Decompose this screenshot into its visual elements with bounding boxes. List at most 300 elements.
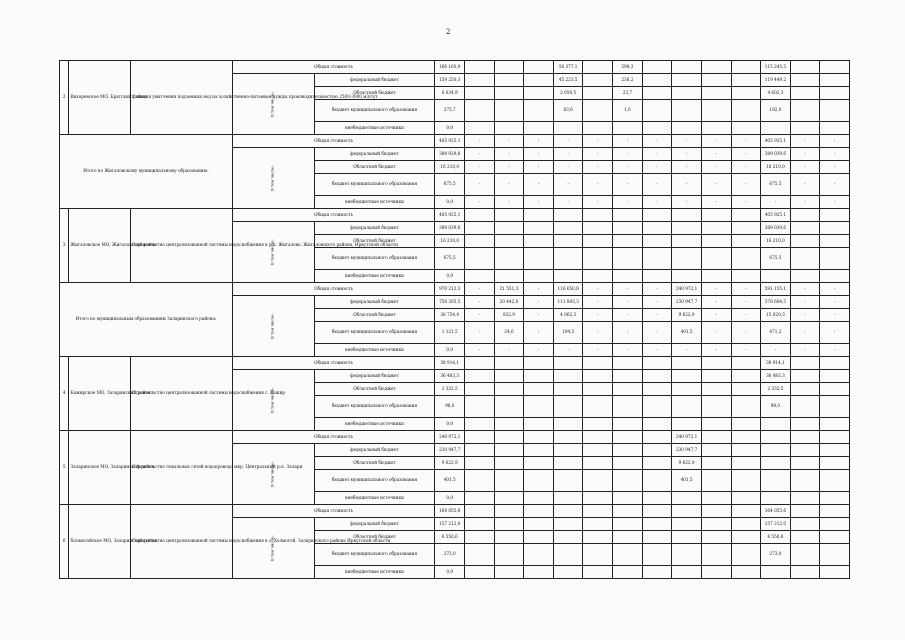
value-cell: -: [790, 296, 820, 309]
value-cell: 50 377,1: [553, 61, 583, 74]
value-cell: [820, 457, 850, 470]
value-cell: [790, 505, 820, 518]
value-cell: [642, 457, 672, 470]
value-cell: -: [613, 344, 643, 357]
value-cell: [701, 87, 731, 100]
value-cell: [524, 492, 554, 505]
value-cell: [465, 357, 495, 370]
value-cell: [553, 222, 583, 235]
value-cell: [553, 566, 583, 579]
value-cell: [820, 74, 850, 87]
value-cell: [672, 248, 702, 270]
value-cell: 758 305,5: [435, 296, 465, 309]
value-cell: [465, 492, 495, 505]
value-cell: [701, 544, 731, 566]
value-cell: [672, 396, 702, 418]
value-cell: [613, 418, 643, 431]
funding-source-label: бюджет муниципального образования: [314, 322, 435, 344]
value-cell: 401,5: [435, 470, 465, 492]
value-cell: [524, 248, 554, 270]
value-cell: 9 622,9: [672, 309, 702, 322]
value-cell: -: [613, 283, 643, 296]
value-cell: [583, 87, 613, 100]
value-cell: [613, 209, 643, 222]
value-cell: [642, 383, 672, 396]
value-cell: -: [465, 283, 495, 296]
value-cell: [553, 492, 583, 505]
value-cell: 23,7: [613, 87, 643, 100]
funding-source-label: Областной бюджет: [314, 383, 435, 396]
value-cell: -: [731, 174, 761, 196]
value-cell: -: [583, 148, 613, 161]
value-cell: [701, 370, 731, 383]
value-cell: -: [790, 148, 820, 161]
funding-source-label: федеральный бюджет: [314, 74, 435, 87]
funding-source-label: федеральный бюджет: [314, 444, 435, 457]
funding-source-label: федеральный бюджет: [314, 518, 435, 531]
value-cell: 9 622,9: [435, 457, 465, 470]
value-cell: 230 947,7: [435, 444, 465, 457]
value-cell: [731, 492, 761, 505]
value-cell: [465, 235, 495, 248]
value-cell: -: [761, 196, 791, 209]
value-cell: [524, 418, 554, 431]
value-cell: [761, 444, 791, 457]
value-cell: 0,0: [435, 566, 465, 579]
value-cell: -: [583, 174, 613, 196]
value-cell: -: [672, 148, 702, 161]
value-cell: 157 212,0: [761, 518, 791, 531]
value-cell: [820, 566, 850, 579]
in-that-number-text: В том числе:: [270, 164, 276, 191]
value-cell: [613, 505, 643, 518]
value-cell: 2 332,5: [435, 383, 465, 396]
value-cell: [642, 222, 672, 235]
value-cell: [553, 235, 583, 248]
value-cell: [583, 370, 613, 383]
value-cell: 832,9: [494, 309, 524, 322]
value-cell: -: [494, 135, 524, 148]
funding-source-label: бюджет муниципального образования: [314, 396, 435, 418]
value-cell: [761, 418, 791, 431]
value-cell: [583, 396, 613, 418]
in-that-number-label: [232, 222, 314, 283]
value-cell: -: [524, 309, 554, 322]
value-cell: [494, 470, 524, 492]
value-cell: [701, 444, 731, 457]
value-cell: -: [465, 174, 495, 196]
value-cell: [524, 122, 554, 135]
value-cell: [820, 470, 850, 492]
value-cell: 20 442,0: [494, 296, 524, 309]
value-cell: [790, 383, 820, 396]
value-cell: [583, 74, 613, 87]
value-cell: [731, 470, 761, 492]
value-cell: [494, 222, 524, 235]
value-cell: [465, 431, 495, 444]
value-cell: [790, 566, 820, 579]
value-cell: [672, 74, 702, 87]
value-cell: [524, 357, 554, 370]
value-cell: [642, 505, 672, 518]
value-cell: [642, 518, 672, 531]
value-cell: -: [790, 322, 820, 344]
in-that-number-text: В том числе:: [270, 534, 276, 561]
in-that-number-label: [232, 444, 314, 505]
value-cell: -: [642, 135, 672, 148]
value-cell: [465, 122, 495, 135]
value-cell: [524, 222, 554, 235]
value-cell: 6 550,6: [761, 531, 791, 544]
value-cell: [790, 235, 820, 248]
value-cell: -: [642, 322, 672, 344]
in-that-number-label: [232, 148, 314, 209]
value-cell: [672, 370, 702, 383]
value-cell: [553, 383, 583, 396]
value-cell: 111 843,3: [553, 296, 583, 309]
row-number: 4: [60, 357, 69, 431]
value-cell: [494, 357, 524, 370]
value-cell: [701, 566, 731, 579]
table-row: [60, 61, 850, 74]
value-cell: -: [820, 309, 850, 322]
value-cell: [583, 566, 613, 579]
value-cell: [613, 531, 643, 544]
value-cell: [642, 357, 672, 370]
value-cell: [494, 418, 524, 431]
value-cell: [553, 531, 583, 544]
value-cell: [731, 531, 761, 544]
table-row: [60, 431, 850, 444]
value-cell: 240 972,1: [672, 431, 702, 444]
value-cell: [583, 235, 613, 248]
value-cell: [553, 122, 583, 135]
value-cell: [613, 492, 643, 505]
value-cell: [583, 222, 613, 235]
value-cell: [701, 222, 731, 235]
funding-source-label: бюджет муниципального образования: [314, 100, 435, 122]
value-cell: [465, 370, 495, 383]
value-cell: -: [613, 322, 643, 344]
value-cell: 192,0: [761, 100, 791, 122]
value-cell: 1 121,5: [435, 322, 465, 344]
value-cell: -: [642, 344, 672, 357]
value-cell: [494, 235, 524, 248]
value-cell: -: [524, 148, 554, 161]
value-cell: [790, 100, 820, 122]
in-that-number-text: В том числе:: [270, 460, 276, 487]
value-cell: [790, 370, 820, 383]
value-cell: 378 604,5: [761, 296, 791, 309]
value-cell: [672, 235, 702, 248]
value-cell: 4 062,3: [553, 309, 583, 322]
row-number: 6: [60, 505, 69, 579]
value-cell: [494, 544, 524, 566]
value-cell: -: [613, 135, 643, 148]
value-cell: [524, 566, 554, 579]
value-cell: -: [790, 283, 820, 296]
value-cell: [790, 87, 820, 100]
value-cell: [613, 357, 643, 370]
value-cell: -: [494, 161, 524, 174]
row-number: 2: [60, 61, 69, 135]
value-cell: [790, 74, 820, 87]
value-cell: [820, 383, 850, 396]
value-cell: [583, 457, 613, 470]
value-cell: [524, 396, 554, 418]
value-cell: -: [642, 161, 672, 174]
funding-source-label: бюджет муниципального образования: [314, 248, 435, 270]
value-cell: 0,0: [435, 196, 465, 209]
value-cell: [731, 270, 761, 283]
value-cell: [790, 396, 820, 418]
value-cell: [465, 566, 495, 579]
value-cell: [672, 222, 702, 235]
value-cell: [553, 505, 583, 518]
value-cell: -: [731, 148, 761, 161]
value-cell: 2 332,5: [761, 383, 791, 396]
value-cell: -: [613, 148, 643, 161]
value-cell: -: [583, 161, 613, 174]
value-cell: [820, 444, 850, 457]
total-cost-label: Общая стоимость: [232, 209, 435, 222]
value-cell: [701, 357, 731, 370]
value-cell: -: [553, 135, 583, 148]
table-row: [60, 209, 850, 222]
value-cell: [790, 444, 820, 457]
value-cell: [465, 505, 495, 518]
value-cell: 273,0: [435, 544, 465, 566]
value-cell: [820, 518, 850, 531]
value-cell: 9 622,9: [672, 457, 702, 470]
value-cell: [672, 100, 702, 122]
value-cell: 0,0: [435, 344, 465, 357]
value-cell: -: [701, 322, 731, 344]
value-cell: -: [465, 309, 495, 322]
value-cell: [672, 383, 702, 396]
value-cell: [761, 270, 791, 283]
value-cell: [820, 209, 850, 222]
funding-source-label: федеральный бюджет: [314, 296, 435, 309]
value-cell: [494, 248, 524, 270]
value-cell: 970 212,3: [435, 283, 465, 296]
value-cell: [494, 531, 524, 544]
value-cell: [731, 518, 761, 531]
value-cell: [642, 418, 672, 431]
value-cell: [642, 74, 672, 87]
value-cell: [494, 444, 524, 457]
value-cell: [820, 222, 850, 235]
value-cell: [553, 518, 583, 531]
value-cell: [701, 457, 731, 470]
value-cell: [494, 100, 524, 122]
funding-source-label: федеральный бюджет: [314, 148, 435, 161]
value-cell: [613, 444, 643, 457]
municipality-name: Бажирское МО, Заларинский район: [69, 357, 131, 431]
value-cell: [701, 418, 731, 431]
value-cell: [701, 61, 731, 74]
value-cell: 36 483,3: [435, 370, 465, 383]
value-cell: [672, 531, 702, 544]
value-cell: -: [494, 196, 524, 209]
value-cell: [820, 418, 850, 431]
value-cell: [672, 61, 702, 74]
value-cell: [701, 505, 731, 518]
value-cell: [583, 100, 613, 122]
value-cell: [524, 209, 554, 222]
value-cell: -: [672, 196, 702, 209]
value-cell: -: [701, 296, 731, 309]
funding-source-label: внебюджетные источники: [314, 566, 435, 579]
value-cell: [731, 383, 761, 396]
total-cost-label: Общая стоимость: [232, 431, 435, 444]
value-cell: [583, 122, 613, 135]
value-cell: [642, 248, 672, 270]
value-cell: [820, 87, 850, 100]
in-that-number-label: [232, 370, 314, 431]
municipality-name: Холмогойское МО, Заларинский район: [69, 505, 131, 579]
value-cell: 0,0: [435, 418, 465, 431]
funding-source-label: федеральный бюджет: [314, 222, 435, 235]
value-cell: [701, 531, 731, 544]
value-cell: [583, 383, 613, 396]
value-cell: [524, 444, 554, 457]
value-cell: 38 914,1: [761, 357, 791, 370]
value-cell: [701, 270, 731, 283]
financing-table: [59, 60, 850, 579]
value-cell: -: [583, 196, 613, 209]
value-cell: 0,0: [435, 492, 465, 505]
value-cell: [642, 492, 672, 505]
value-cell: 24,6: [494, 322, 524, 344]
value-cell: [820, 270, 850, 283]
value-cell: [672, 418, 702, 431]
value-cell: [731, 457, 761, 470]
value-cell: -: [820, 161, 850, 174]
value-cell: [465, 222, 495, 235]
value-cell: [820, 357, 850, 370]
value-cell: -: [465, 161, 495, 174]
value-cell: [465, 87, 495, 100]
value-cell: -: [701, 161, 731, 174]
funding-source-label: бюджет муниципального образования: [314, 174, 435, 196]
value-cell: 598,3: [613, 61, 643, 74]
value-cell: [553, 418, 583, 431]
value-cell: [820, 431, 850, 444]
value-cell: [731, 505, 761, 518]
value-cell: -: [465, 135, 495, 148]
value-cell: [672, 492, 702, 505]
value-cell: -: [524, 196, 554, 209]
value-cell: 0,0: [435, 122, 465, 135]
value-cell: -: [613, 174, 643, 196]
value-cell: 115 245,5: [761, 61, 791, 74]
value-cell: [465, 248, 495, 270]
value-cell: -: [701, 174, 731, 196]
value-cell: [583, 492, 613, 505]
value-cell: [494, 457, 524, 470]
row-number: 3: [60, 209, 69, 283]
value-cell: [642, 566, 672, 579]
value-cell: [553, 270, 583, 283]
value-cell: -: [553, 161, 583, 174]
value-cell: [613, 222, 643, 235]
value-cell: [820, 370, 850, 383]
subtotal-label: Итого по Жигаловскому муниципальному образованию:: [60, 135, 233, 209]
value-cell: -: [820, 344, 850, 357]
value-cell: [524, 61, 554, 74]
value-cell: [583, 518, 613, 531]
value-cell: -: [642, 283, 672, 296]
value-cell: [613, 383, 643, 396]
value-cell: [524, 505, 554, 518]
value-cell: -: [701, 196, 731, 209]
value-cell: [761, 566, 791, 579]
value-cell: [672, 122, 702, 135]
value-cell: [465, 531, 495, 544]
value-cell: [524, 457, 554, 470]
value-cell: [731, 209, 761, 222]
value-cell: [731, 61, 761, 74]
total-cost-label: Общая стоимость: [232, 61, 435, 74]
value-cell: -: [790, 161, 820, 174]
value-cell: [494, 87, 524, 100]
value-cell: -: [465, 148, 495, 161]
value-cell: 675,5: [435, 248, 465, 270]
value-cell: [583, 544, 613, 566]
value-cell: [820, 235, 850, 248]
value-cell: [613, 122, 643, 135]
value-cell: [761, 492, 791, 505]
project-name: Строительство централизованной системы водоснабжения с. Бажир: [131, 357, 233, 431]
value-cell: 471,2: [761, 322, 791, 344]
value-cell: -: [731, 344, 761, 357]
in-that-number-label: [232, 518, 314, 579]
value-cell: [790, 518, 820, 531]
value-cell: [583, 444, 613, 457]
value-cell: [701, 248, 731, 270]
project-name: Станция умягчения подземных вод на хозяйственно-питьевые нужды производительностью 2500-3000 м3/сут: [131, 61, 233, 135]
in-that-number-text: В том числе:: [270, 238, 276, 265]
value-cell: [553, 431, 583, 444]
municipality-name: Вихоревское МО, Братский район: [69, 61, 131, 135]
value-cell: [524, 470, 554, 492]
value-cell: [494, 566, 524, 579]
value-cell: [790, 248, 820, 270]
value-cell: [790, 209, 820, 222]
value-cell: -: [790, 174, 820, 196]
table-row: [60, 135, 850, 148]
value-cell: [731, 370, 761, 383]
value-cell: 273,0: [761, 544, 791, 566]
value-cell: [583, 270, 613, 283]
value-cell: [731, 431, 761, 444]
value-cell: 230 947,7: [672, 444, 702, 457]
funding-source-label: внебюджетные источники: [314, 270, 435, 283]
value-cell: [613, 370, 643, 383]
value-cell: [731, 418, 761, 431]
value-cell: -: [583, 344, 613, 357]
value-cell: [701, 100, 731, 122]
value-cell: [701, 383, 731, 396]
funding-source-label: Областной бюджет: [314, 235, 435, 248]
total-cost-label: Общая стоимость: [232, 505, 435, 518]
value-cell: -: [672, 344, 702, 357]
value-cell: 194,5: [553, 322, 583, 344]
value-cell: [494, 431, 524, 444]
value-cell: -: [524, 135, 554, 148]
value-cell: [642, 209, 672, 222]
